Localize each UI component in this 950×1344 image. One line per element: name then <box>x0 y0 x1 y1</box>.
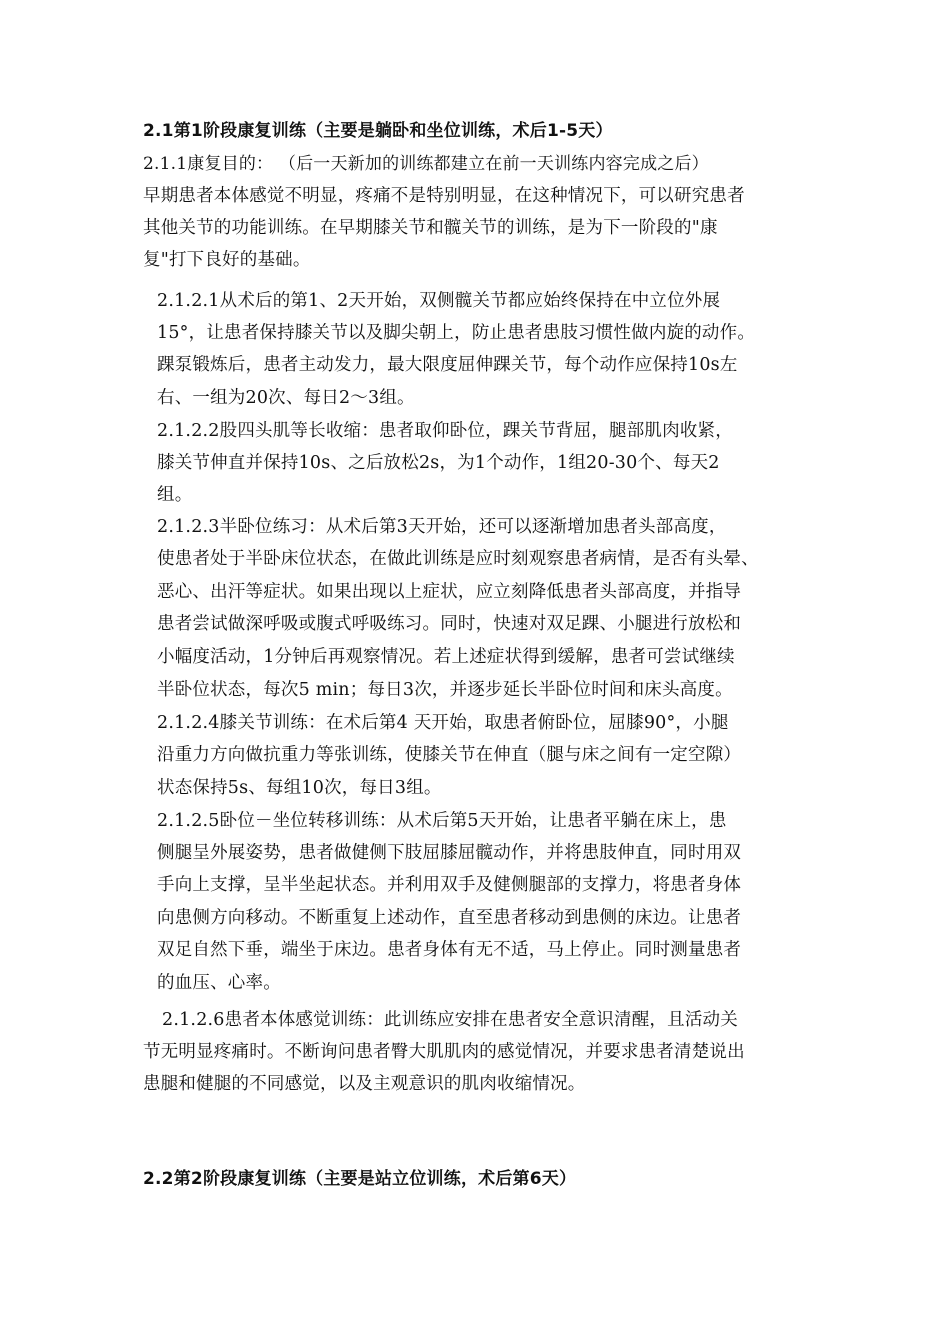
purpose-label: 2.1.1康复目的： <box>143 154 274 174</box>
item-2-1-2-5-line-5: 双足自然下垂，端坐于床边。患者身体有无不适，马上停止。同时测量患者 <box>157 940 742 960</box>
purpose-note: （后一天新加的训练都建立在前一天训练内容完成之后） <box>278 154 709 174</box>
item-2-1-2-5-line-4: 向患侧方向移动。不断重复上述动作，直至患者移动到患侧的床边。让患者 <box>157 908 742 928</box>
section-heading-2-1: 2.1第1阶段康复训练（主要是躺卧和坐位训练，术后1-5天） <box>143 121 613 141</box>
purpose-line <box>143 152 709 176</box>
item-2-1-2-3-line-5: 小幅度活动，1分钟后再观察情况。若上述症状得到缓解，患者可尝试继续 <box>157 647 735 667</box>
item-2-1-2-2-line-1: 2.1.2.2股四头肌等长收缩：患者取仰卧位，踝关节背屈，腿部肌肉收紧， <box>157 421 733 441</box>
item-2-1-2-1-line-3: 踝泵锻炼后，患者主动发力，最大限度屈伸踝关节，每个动作应保持10s左 <box>157 355 738 375</box>
item-2-1-2-1-line-2: 15°，让患者保持膝关节以及脚尖朝上，防止患者患肢习惯性做内旋的动作。 <box>157 323 756 343</box>
item-2-1-2-3-line-2: 使患者处于半卧床位状态，在做此训练是应时刻观察患者病情，是否有头晕、 <box>157 549 759 569</box>
item-2-1-2-4-line-2: 沿重力方向做抗重力等张训练，使膝关节在伸直（腿与床之间有一定空隙） <box>157 745 742 765</box>
item-2-1-2-2-line-2: 膝关节伸直并保持10s、之后放松2s，为1个动作，1组20-30个、每天2 <box>157 453 720 473</box>
item-2-1-2-5-line-1: 2.1.2.5卧位－坐位转移训练：从术后第5天开始，让患者平躺在床上，患 <box>157 811 727 831</box>
intro-line-3: 复"打下良好的基础。 <box>143 250 311 270</box>
section-heading-2-2: 2.2第2阶段康复训练（主要是站立位训练，术后第6天） <box>143 1169 577 1189</box>
item-2-1-2-3-line-4: 患者尝试做深呼吸或腹式呼吸练习。同时，快速对双足踝、小腿进行放松和 <box>157 614 742 634</box>
item-2-1-2-5-line-6: 的血压、心率。 <box>157 973 281 993</box>
intro-line-1: 早期患者本体感觉不明显，疼痛不是特别明显，在这种情况下，可以研究患者 <box>143 186 745 206</box>
item-2-1-2-3-line-6: 半卧位状态，每次5 min；每日3次，并逐步延长半卧位时间和床头高度。 <box>157 680 733 700</box>
item-2-1-2-5-line-3: 手向上支撑，呈半坐起状态。并利用双手及健侧腿部的支撑力，将患者身体 <box>157 875 742 895</box>
item-2-1-2-4-line-3: 状态保持5s、每组10次，每日3组。 <box>157 778 442 798</box>
item-2-1-2-4-line-1: 2.1.2.4膝关节训练：在术后第4 天开始，取患者俯卧位，屈膝90°，小腿 <box>157 713 729 733</box>
item-2-1-2-6-line-2: 节无明显疼痛时。不断询问患者臀大肌肌肉的感觉情况，并要求患者清楚说出 <box>143 1042 745 1062</box>
item-2-1-2-3-line-3: 恶心、出汗等症状。如果出现以上症状，应立刻降低患者头部高度，并指导 <box>157 582 742 602</box>
item-2-1-2-1-line-4: 右、一组为20次、每日2～3组。 <box>157 388 415 408</box>
item-2-1-2-1-line-1: 2.1.2.1从术后的第1、2天开始，双侧髋关节都应始终保持在中立位外展 <box>157 291 721 311</box>
item-2-1-2-6-line-1: 2.1.2.6患者本体感觉训练：此训练应安排在患者安全意识清醒，且活动关 <box>162 1010 738 1030</box>
item-2-1-2-6-line-3: 患腿和健腿的不同感觉，以及主观意识的肌肉收缩情况。 <box>143 1074 586 1094</box>
intro-line-2: 其他关节的功能训练。在早期膝关节和髋关节的训练，是为下一阶段的"康 <box>143 218 718 238</box>
item-2-1-2-5-line-2: 侧腿呈外展姿势，患者做健侧下肢屈膝屈髋动作，并将患肢伸直，同时用双 <box>157 843 742 863</box>
item-2-1-2-3-line-1: 2.1.2.3半卧位练习：从术后第3天开始，还可以逐渐增加患者头部高度， <box>157 517 727 537</box>
item-2-1-2-2-line-3: 组。 <box>157 485 193 505</box>
